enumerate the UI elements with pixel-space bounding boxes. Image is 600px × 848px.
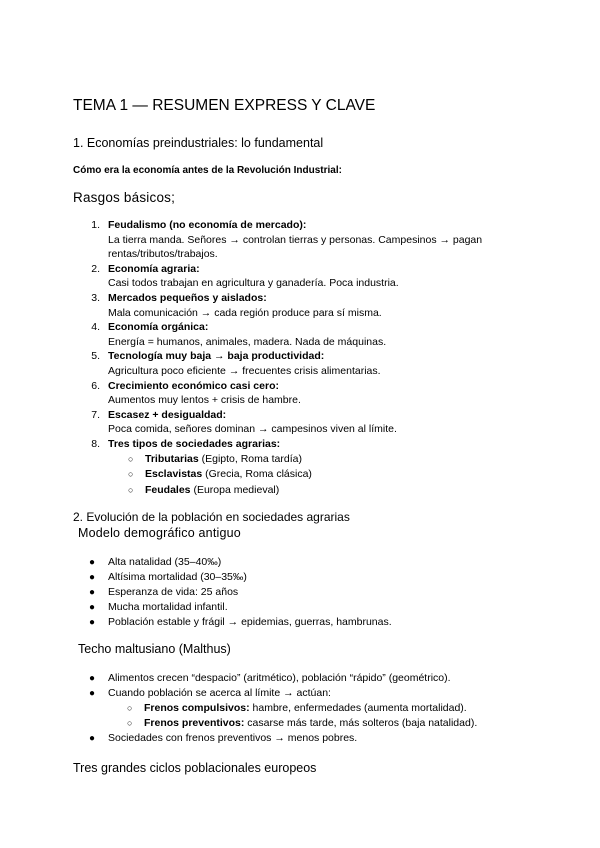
sub-item-title: Feudales	[145, 483, 191, 496]
list-item	[0, 218, 600, 262]
item-description: Agricultura poco eficiente → frecuentes crisis alimentarias.	[108, 364, 381, 377]
sub-list-item	[108, 483, 600, 499]
bullet-icon: ●	[89, 602, 96, 613]
bullet-icon: ●	[89, 572, 96, 583]
item-description: La tierra manda. Señores → controlan tierras y personas. Campesinos → pagan rentas/tributos/trabajos.	[108, 233, 483, 261]
circle-bullet-icon: ○	[128, 484, 134, 495]
section-1-heading: 1. Economías preindustriales: lo fundamental	[73, 136, 324, 150]
item-title: Crecimiento económico casi cero:	[108, 379, 279, 392]
item-description: Energía = humanos, animales, madera. Nada de máquinas.	[108, 335, 387, 348]
list-item	[0, 731, 600, 746]
bullet-icon: ●	[89, 557, 96, 568]
list-item	[0, 291, 600, 320]
section-1-subheading: Cómo era la economía antes de la Revolución Industrial:	[73, 165, 342, 176]
sub-item-title: Tributarias	[145, 452, 199, 465]
ciclos-heading: Tres grandes ciclos poblacionales europeos	[73, 761, 317, 775]
item-text: Esperanza de vida: 25 años	[108, 586, 239, 598]
circle-bullet-icon: ○	[128, 453, 134, 464]
item-number: 5.	[91, 350, 100, 363]
item-number: 1.	[91, 219, 100, 231]
list-item	[0, 615, 600, 630]
circle-bullet-icon: ○	[128, 469, 134, 479]
techo-list	[0, 671, 600, 746]
item-title: Escasez + desigualdad:	[108, 408, 227, 421]
list-item	[0, 671, 600, 686]
item-text: Alta natalidad (35–40‰)	[108, 556, 222, 568]
item-number: 2.	[91, 262, 100, 275]
sub-item-text: (Grecia, Roma clásica)	[202, 468, 312, 480]
sub-list-item	[108, 467, 600, 483]
modelo-list	[0, 555, 600, 630]
sub-list-item	[0, 701, 600, 716]
circle-bullet-icon: ○	[127, 703, 133, 713]
modelo-heading: Modelo demográfico antiguo	[78, 526, 241, 540]
item-text: Cuando población se acerca al límite → actúan:	[108, 687, 331, 699]
item-title: Tres tipos de sociedades agrarias:	[108, 437, 281, 450]
circle-bullet-icon: ○	[127, 718, 133, 728]
techo-heading: Techo maltusiano (Malthus)	[78, 642, 231, 656]
list-item	[0, 379, 600, 408]
list-item	[0, 600, 600, 615]
bullet-icon: ●	[89, 617, 96, 628]
list-item	[0, 320, 600, 349]
sub-item-title: Frenos preventivos:	[144, 717, 245, 729]
item-text: Altísima mortalidad (30–35‰)	[108, 571, 247, 583]
rasgos-list	[0, 218, 600, 498]
item-number: 7.	[91, 408, 100, 421]
list-item	[0, 437, 600, 498]
item-number: 4.	[91, 321, 100, 334]
item-description: Poca comida, señores dominan → campesinos viven al límite.	[108, 423, 397, 436]
bullet-icon: ●	[89, 673, 96, 684]
item-title: Economía agraria:	[108, 262, 200, 275]
section-2-heading: 2. Evolución de la población en sociedades agrarias	[73, 510, 350, 524]
page-title: TEMA 1 — RESUMEN EXPRESS Y CLAVE	[73, 97, 376, 114]
item-title: Economía orgánica:	[108, 321, 209, 334]
list-item	[0, 570, 600, 585]
bullet-icon: ●	[89, 688, 96, 699]
sub-list-item	[108, 452, 600, 468]
item-description: Casi todos trabajan en agricultura y ganadería. Poca industria.	[108, 277, 399, 290]
bullet-icon: ●	[89, 733, 96, 744]
list-item	[0, 262, 600, 291]
sub-item-title: Frenos compulsivos:	[144, 702, 250, 714]
item-text: Población estable y frágil → epidemias, guerras, hambrunas.	[108, 616, 392, 628]
item-number: 3.	[91, 291, 100, 304]
item-text: Sociedades con frenos preventivos → menos pobres.	[108, 732, 358, 744]
sub-item-text: casarse más tarde, más solteros (baja natalidad).	[244, 717, 478, 729]
sub-list-item	[0, 716, 600, 731]
item-text: Alimentos crecen “despacio” (aritmético), población “rápido” (geométrico).	[108, 672, 451, 684]
item-title: Mercados pequeños y aislados:	[108, 291, 267, 304]
list-item	[0, 555, 600, 570]
rasgos-heading: Rasgos básicos;	[73, 190, 176, 205]
item-description: Aumentos muy lentos + crisis de hambre.	[108, 394, 301, 407]
sub-item-text: (Europa medieval)	[190, 483, 280, 496]
item-text: Mucha mortalidad infantil.	[108, 601, 228, 613]
bullet-icon: ●	[89, 587, 96, 598]
item-number: 6.	[91, 379, 100, 392]
item-title: Feudalismo (no economía de mercado):	[108, 219, 307, 231]
sub-item-text: (Egipto, Roma tardía)	[198, 452, 302, 465]
list-item	[0, 686, 600, 701]
sub-item-title: Esclavistas	[145, 468, 203, 480]
item-title: Tecnología muy baja → baja productividad:	[108, 350, 325, 363]
item-number: 8.	[91, 437, 100, 450]
item-description: Mala comunicación → cada región produce para sí misma.	[108, 306, 382, 319]
list-item	[0, 349, 600, 378]
list-item	[0, 585, 600, 600]
sub-item-text: hambre, enfermedades (aumenta mortalidad).	[249, 702, 467, 714]
list-item	[0, 408, 600, 437]
sociedades-list	[108, 452, 600, 499]
